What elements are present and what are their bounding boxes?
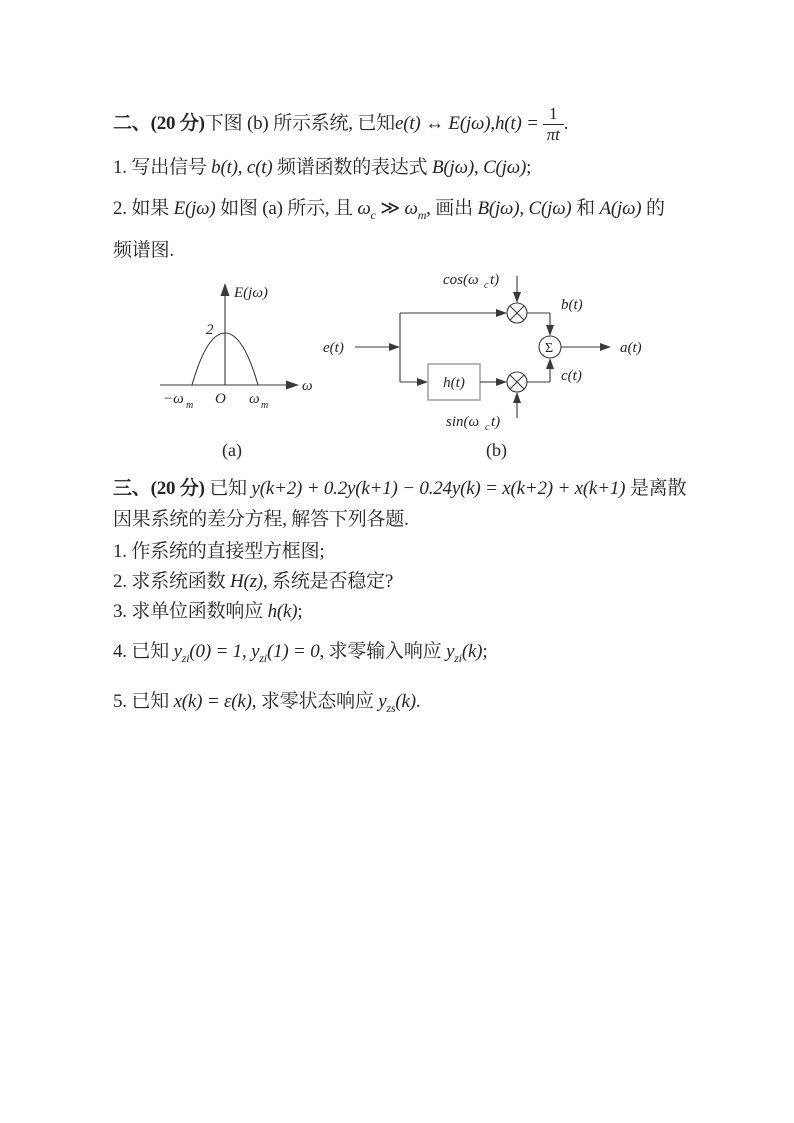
comma: ,: [519, 198, 529, 219]
sub-zi: zi: [454, 650, 462, 665]
math-yk: (k): [395, 691, 416, 712]
figure-b-block-diagram: [320, 268, 665, 436]
box-arrowhead-icon: [417, 378, 428, 386]
output-label-at: a(t): [620, 340, 642, 356]
math-Cjw: C(jω): [483, 157, 527, 178]
section3-text2: 是离散: [625, 478, 687, 499]
section2-item1: [113, 157, 531, 180]
ct-label: c(t): [561, 368, 582, 384]
math-Ajw: A(jω): [599, 198, 642, 219]
item2-text3: , 画出: [426, 198, 478, 219]
section3-item2: [113, 571, 393, 594]
y-axis-arrowhead-icon: [221, 283, 230, 296]
item2-text: 2. 如果: [113, 198, 174, 219]
item2-text: 2. 求系统函数: [113, 571, 230, 592]
cos-label-sub: c: [484, 280, 489, 291]
item2-cont-text: 频谱图.: [113, 240, 174, 261]
section3-item5: [113, 691, 420, 714]
sub-zs: zs: [386, 700, 396, 715]
math-y: y: [378, 691, 387, 712]
ht-box-label: h(t): [443, 375, 465, 391]
section3-item4: [113, 641, 487, 664]
tick-neg-omega-m-sub: m: [186, 400, 194, 411]
semicolon: ;: [297, 601, 303, 622]
sum-bottom-arrowhead-icon: [546, 358, 554, 369]
fraction-denominator: πt: [543, 124, 564, 144]
section2-item2: [113, 198, 665, 221]
semicolon: ;: [526, 157, 532, 178]
comma: ,: [237, 157, 247, 178]
item2-text4: 和: [571, 198, 600, 219]
spectrum-peak-value: 2: [206, 322, 214, 338]
cos-label-end: t): [490, 272, 500, 288]
sigma-symbol: Σ: [545, 341, 554, 356]
item2-text2: , 系统是否稳定?: [262, 571, 394, 592]
section3-item3: [113, 601, 302, 624]
sub-c: c: [370, 207, 376, 222]
tick-pos-omega-m: ω: [249, 391, 260, 407]
item1-text2: 频谱函数的表达式: [272, 157, 432, 178]
bt-label: b(t): [561, 297, 583, 313]
input-label-et: e(t): [323, 340, 344, 356]
sin-label-end: t): [491, 414, 501, 430]
sin-label-sub: c: [485, 422, 490, 433]
semicolon: ;: [482, 641, 488, 662]
period: .: [415, 691, 421, 712]
difference-equation: y(k+2) + 0.2y(k+1) − 0.24y(k) = x(k+2) + x(k+1): [251, 478, 626, 499]
item1-text: 1. 写出信号: [113, 157, 212, 178]
input-arrowhead-icon: [389, 343, 400, 351]
math-Hz: H(z): [229, 571, 263, 592]
spectrum-ylabel: E(jω): [234, 285, 268, 301]
math-muchgreater: ≫: [375, 198, 405, 219]
section2-heading: [113, 100, 568, 148]
math-Bjw2: B(jω): [477, 198, 520, 219]
math-Bjw: B(jω): [432, 157, 474, 178]
sub-zi: zi: [181, 650, 190, 665]
fraction-numerator: 1: [549, 103, 558, 123]
sub-zi: zi: [259, 650, 267, 665]
math-ct: c(t): [246, 157, 273, 178]
item2-text2: 如图 (a) 所示, 且: [215, 198, 358, 219]
math-e-transform: e(t) ↔ E(jω): [394, 112, 491, 134]
tick-neg-omega-m: −ω: [163, 391, 184, 407]
bottom-mult-arrowhead-icon: [496, 378, 507, 386]
math-omega-c: ω: [357, 198, 371, 219]
section2-text: 下图 (b) 所示系统, 已知: [204, 112, 395, 134]
tick-pos-omega-m-sub: m: [261, 400, 269, 411]
section2-item2-cont: [113, 240, 174, 263]
item1-text: 1. 作系统的直接型方框图;: [113, 541, 325, 562]
section3-item1: [113, 541, 324, 564]
math-yk: (k): [461, 641, 483, 662]
sin-arrowhead-icon: [513, 392, 521, 403]
figure-a-spectrum: [150, 272, 325, 417]
section3-text: 已知: [204, 478, 252, 499]
math-Cjw2: C(jω): [528, 198, 572, 219]
item5-text2: , 求零状态响应: [251, 691, 379, 712]
math-y0-eq1: (0) = 1: [189, 641, 242, 662]
period: .: [563, 112, 569, 134]
math-omega-m: ω: [404, 198, 418, 219]
section2-number: 二、(20 分): [113, 112, 205, 134]
top-branch-arrowhead-icon: [496, 309, 507, 317]
cos-label: cos(ω: [443, 272, 479, 288]
item3-text: 3. 求单位函数响应: [113, 601, 268, 622]
item2-text5: 的: [641, 198, 665, 219]
math-y: y: [251, 641, 260, 662]
math-xk-eps: x(k) = ε(k): [173, 691, 252, 712]
comma: ,: [473, 157, 484, 178]
sin-label: sin(ω: [446, 414, 480, 430]
output-arrowhead-icon: [600, 343, 611, 351]
section3-heading: [113, 478, 686, 501]
x-axis-arrowhead-icon: [286, 381, 299, 390]
math-y1-eq0: (1) = 0: [266, 641, 320, 662]
spectrum-xlabel: ω: [302, 378, 313, 394]
figure-a-caption: (a): [222, 440, 242, 460]
item4-text2: , 求零输入响应: [319, 641, 446, 662]
cos-arrowhead-icon: [513, 292, 521, 303]
item4-text: 4. 已知: [113, 641, 174, 662]
math-Ejw: E(jω): [173, 198, 216, 219]
math-y: y: [173, 641, 182, 662]
math-bt: b(t): [211, 157, 238, 178]
sum-top-arrowhead-icon: [546, 325, 554, 336]
comma: ,: [241, 641, 252, 662]
figure-b-caption: (b): [486, 440, 507, 460]
section3-number: 三、(20 分): [113, 478, 205, 499]
sub-m: m: [417, 207, 427, 222]
comma: ,: [490, 112, 495, 134]
math-h-lhs: h(t) =: [494, 112, 539, 134]
fraction-1-over-pit: [543, 105, 564, 144]
origin-label: O: [215, 391, 226, 407]
section3-heading-cont: [113, 509, 409, 532]
item5-text: 5. 已知: [113, 691, 174, 712]
math-hk: h(k): [267, 601, 298, 622]
math-y: y: [445, 641, 455, 662]
section3-cont-text: 因果系统的差分方程, 解答下列各题.: [113, 509, 409, 530]
